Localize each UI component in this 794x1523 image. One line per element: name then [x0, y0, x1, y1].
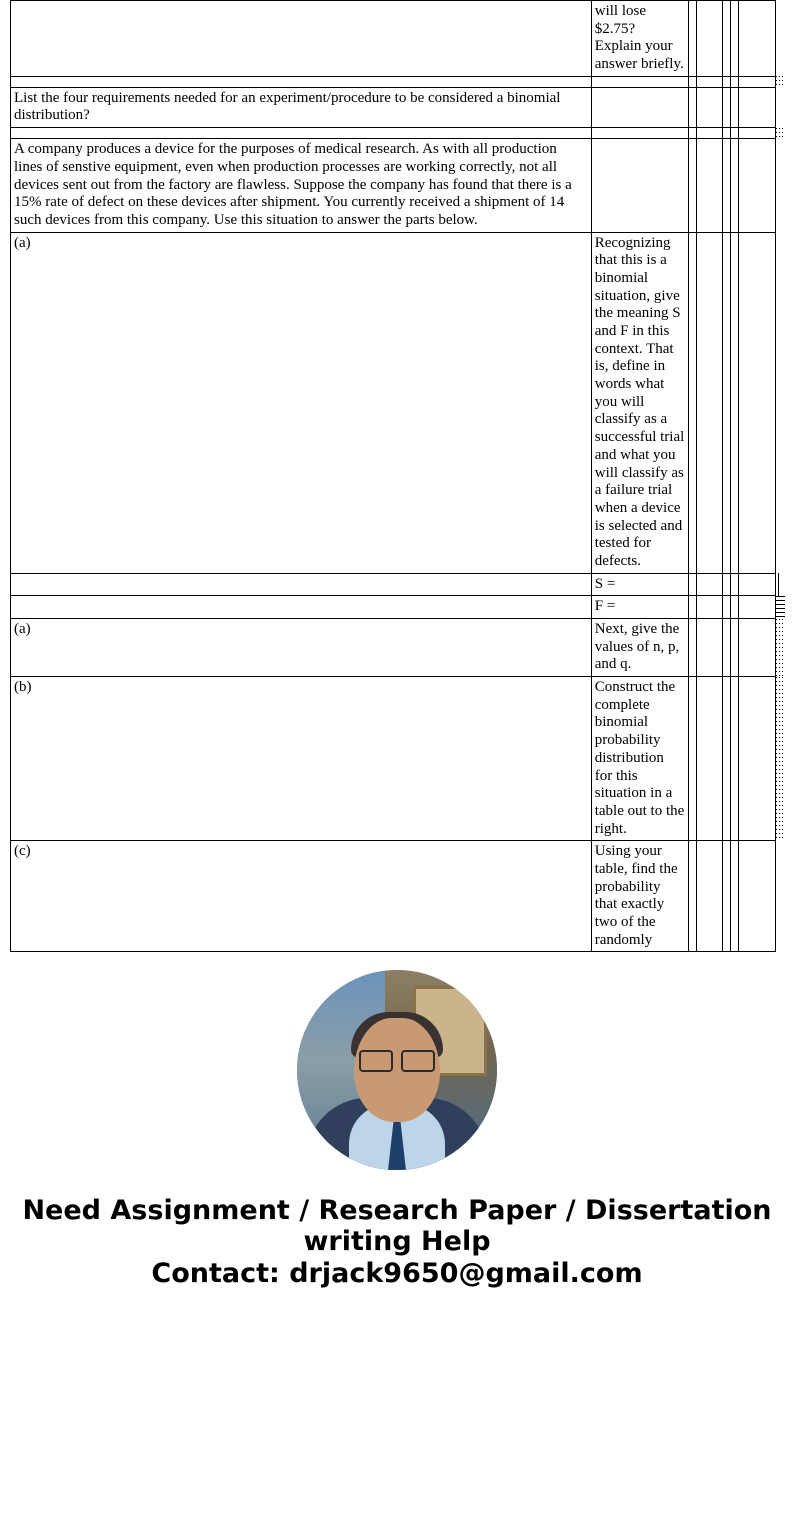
row-c-cell	[688, 596, 696, 619]
row-g-cell	[739, 841, 775, 952]
worksheet-table	[10, 0, 786, 952]
table-spacer-row	[11, 76, 786, 87]
spacer-g	[739, 76, 775, 87]
spacer-c	[688, 76, 696, 87]
spacer-f	[731, 76, 739, 87]
row-f-cell	[731, 1, 739, 77]
table-row	[11, 596, 786, 619]
row-marker	[775, 596, 785, 619]
promo-contact: Contact: drjack9650@gmail.com	[151, 1257, 643, 1289]
spacer-f	[731, 128, 739, 139]
promo-headline: Need Assignment / Research Paper / Dissertation writing Help	[22, 1195, 772, 1257]
row-left-cell: A company produces a device for the purposes of medical research. As with all production lines of senstive equipment, even when production processes are working correctly, not all devices sent out from the factory are flawless. Suppose the company has found that there is a 15% rate of defect on these devices after shipment. You currently received a shipment of 14 such devices from this company. Use this situation to answer the parts below.	[11, 139, 592, 232]
table-row	[11, 619, 786, 677]
row-right-cell: F =	[591, 596, 688, 619]
row-e-cell	[723, 677, 731, 841]
row-d-cell	[696, 232, 722, 573]
row-c-cell	[688, 841, 696, 952]
row-left-cell	[11, 573, 592, 596]
row-c-cell	[688, 677, 696, 841]
row-g-cell	[739, 677, 775, 841]
glasses-icon	[357, 1050, 437, 1068]
spacer-e	[723, 128, 731, 139]
spacer-a	[11, 76, 592, 87]
row-right-cell	[591, 87, 688, 127]
row-marker	[775, 87, 785, 127]
row-e-cell	[723, 1, 731, 77]
table-row	[11, 87, 786, 127]
row-marker	[775, 1, 785, 77]
row-right-cell: Using your table, find the probability that exactly two of the randomly	[591, 841, 688, 952]
table-row	[11, 1, 786, 77]
row-e-cell	[723, 841, 731, 952]
row-g-cell	[739, 596, 775, 619]
promo-block	[0, 952, 794, 1289]
spacer-b	[591, 128, 688, 139]
table-spacer-row	[11, 128, 786, 139]
row-e-cell	[723, 573, 731, 596]
row-right-cell	[591, 139, 688, 232]
row-d-cell	[696, 139, 722, 232]
row-e-cell	[723, 596, 731, 619]
row-d-cell	[696, 573, 722, 596]
row-f-cell	[731, 841, 739, 952]
row-g-cell	[739, 139, 775, 232]
row-f-cell	[731, 87, 739, 127]
table-row	[11, 677, 786, 841]
row-left-cell: List the four requirements needed for an experiment/procedure to be considered a binomial distribution?	[11, 87, 592, 127]
row-g-cell	[739, 1, 775, 77]
row-right-cell: will lose $2.75? Explain your answer briefly.	[591, 1, 688, 77]
row-d-cell	[696, 677, 722, 841]
row-f-cell	[731, 619, 739, 677]
row-right-cell: S =	[591, 573, 688, 596]
row-left-cell	[11, 596, 592, 619]
row-left-cell: (a)	[11, 619, 592, 677]
row-f-cell	[731, 596, 739, 619]
row-d-cell	[696, 1, 722, 77]
row-marker	[775, 677, 785, 841]
row-right-cell: Construct the complete binomial probability distribution for this situation in a table out to the right.	[591, 677, 688, 841]
row-e-cell	[723, 619, 731, 677]
row-c-cell	[688, 87, 696, 127]
table-row	[11, 573, 786, 596]
row-right-cell: Next, give the values of n, p, and q.	[591, 619, 688, 677]
row-e-cell	[723, 139, 731, 232]
row-marker	[775, 841, 785, 952]
row-marker	[775, 232, 785, 573]
spacer-g	[739, 128, 775, 139]
row-c-cell	[688, 139, 696, 232]
row-g-cell	[739, 573, 775, 596]
table-row	[11, 232, 786, 573]
spacer-b	[591, 76, 688, 87]
row-f-cell	[731, 139, 739, 232]
spacer-marker	[775, 76, 785, 87]
spacer-d	[696, 128, 722, 139]
row-marker	[775, 139, 785, 232]
row-f-cell	[731, 677, 739, 841]
row-right-cell: Recognizing that this is a binomial situation, give the meaning S and F in this context. That is, define in words what you will classify as a successful trial and what you will classify as a failure trial when a device is selected and tested for defects.	[591, 232, 688, 573]
row-g-cell	[739, 232, 775, 573]
row-left-cell: (b)	[11, 677, 592, 841]
table-row	[11, 841, 786, 952]
row-left-cell	[11, 1, 592, 77]
row-d-cell	[696, 841, 722, 952]
row-left-cell: (a)	[11, 232, 592, 573]
row-d-cell	[696, 619, 722, 677]
spacer-marker	[775, 128, 785, 139]
avatar	[297, 970, 497, 1170]
row-c-cell	[688, 619, 696, 677]
row-g-cell	[739, 619, 775, 677]
row-c-cell	[688, 232, 696, 573]
row-d-cell	[696, 87, 722, 127]
row-g-cell	[739, 87, 775, 127]
row-c-cell	[688, 573, 696, 596]
row-d-cell	[696, 596, 722, 619]
row-e-cell	[723, 87, 731, 127]
row-left-cell: (c)	[11, 841, 592, 952]
row-f-cell	[731, 232, 739, 573]
spacer-e	[723, 76, 731, 87]
spacer-c	[688, 128, 696, 139]
row-c-cell	[688, 1, 696, 77]
table-row	[11, 139, 786, 232]
row-e-cell	[723, 232, 731, 573]
spacer-d	[696, 76, 722, 87]
row-marker	[775, 573, 785, 596]
row-f-cell	[731, 573, 739, 596]
spacer-a	[11, 128, 592, 139]
row-marker	[775, 619, 785, 677]
